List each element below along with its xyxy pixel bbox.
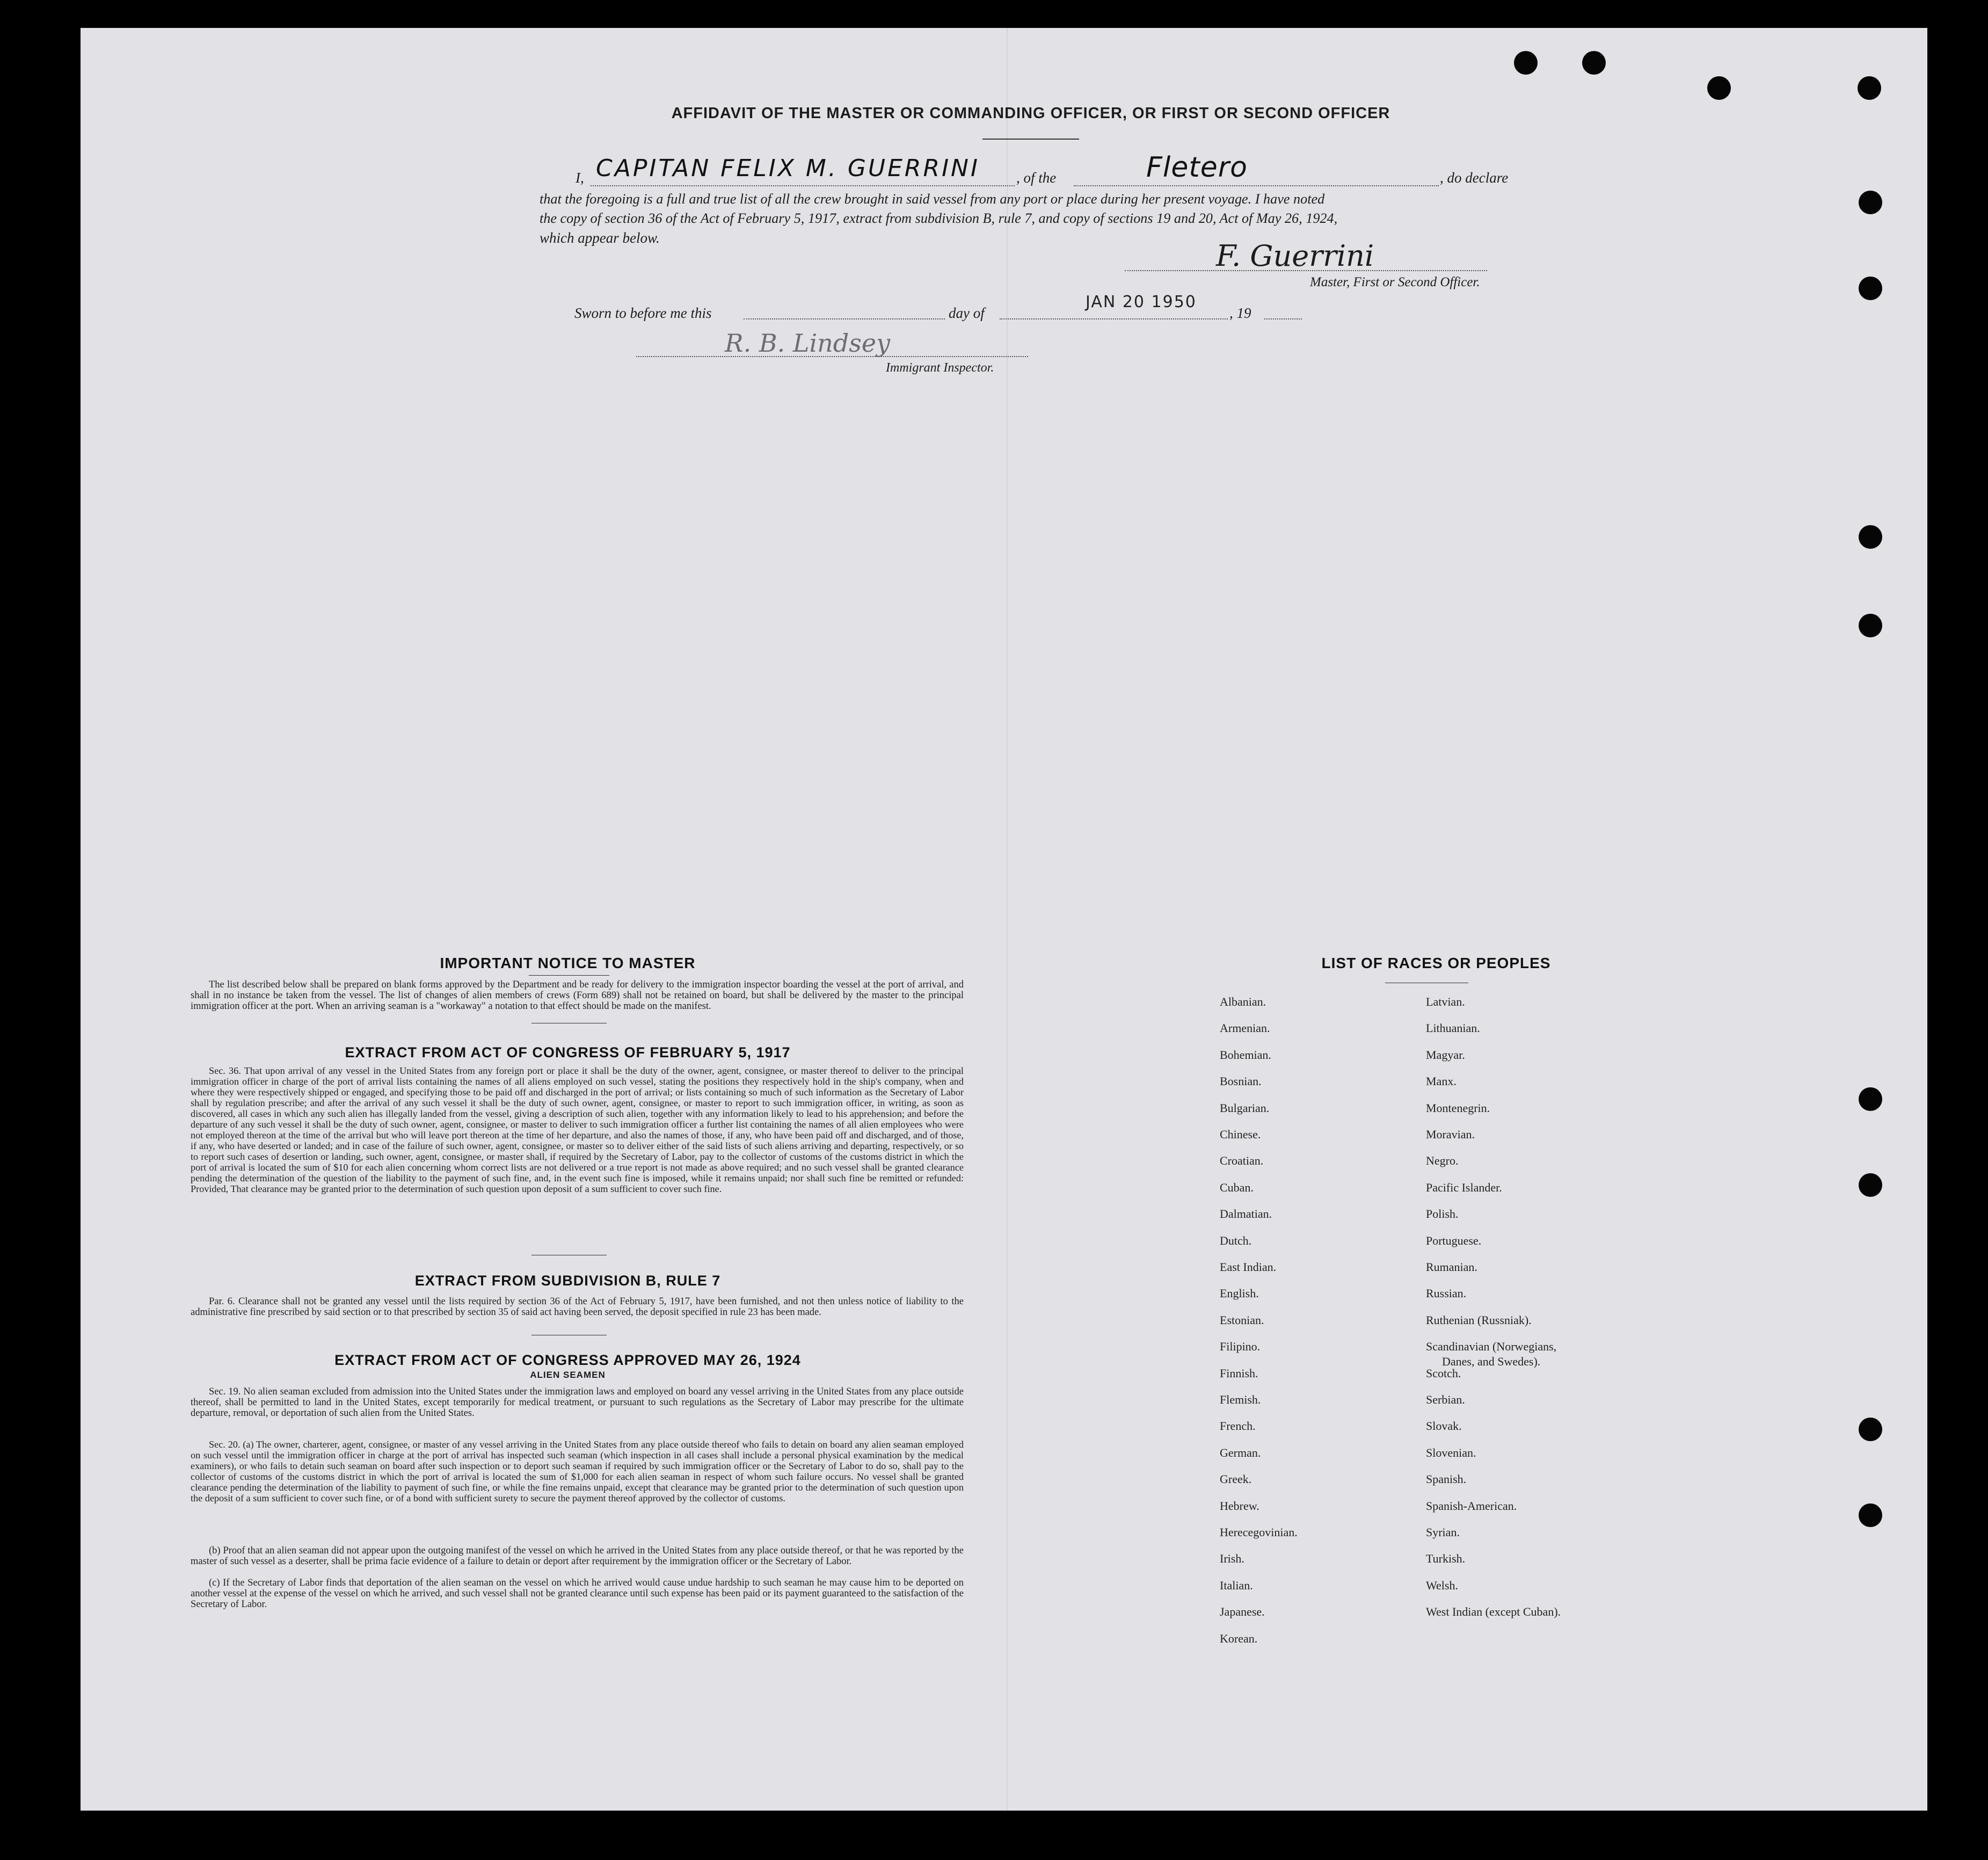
- sec-20a-text: Sec. 20. (a) The owner, charterer, agent, consignee, or master of any vessel arriving in the United States from any place outside thereof who fails to detain on board any alien seaman employed on such vessel until the immigration officer in charge at the port of arrival has inspected such seaman (which inspection in all cases shall include a personal physical examination by the medical examiners), or who fails to detain such seaman on board after such inspection or to deport such seaman if required by such immigration officer or the Secretary of Labor to do so, shall pay to the collector of customs of the customs district in which the port of arrival is located the sum of $1,000 for each alien seaman in respect of whom such failure occurs. No vessel shall be granted clearance pending the determination of the liability to payment of such fine, or while the fine remains unpaid, except that clearance may be granted prior to the determination of such question upon the deposit of a sum sufficient to cover such fine, or of a bond with sufficient surety to secure the payment thereof approved by the collector of customs.: [191, 1439, 964, 1503]
- race-item: Magyar.: [1426, 1048, 1465, 1062]
- race-item: Danes, and Swedes).: [1442, 1355, 1541, 1368]
- extract-1924-title: EXTRACT FROM ACT OF CONGRESS APPROVED MAY 26, 1924: [334, 1352, 801, 1368]
- page-fold: [1007, 28, 1008, 1811]
- year-line: [1264, 318, 1302, 319]
- race-item: Estonian.: [1220, 1313, 1264, 1327]
- inspector-label: Immigrant Inspector.: [886, 361, 994, 375]
- race-item: Filipino.: [1220, 1340, 1261, 1353]
- affidavit-prefix: I,: [576, 170, 584, 186]
- race-item: French.: [1220, 1419, 1256, 1433]
- race-item: Montenegrin.: [1426, 1101, 1490, 1115]
- race-item: Scandinavian (Norwegians,: [1426, 1340, 1557, 1353]
- race-item: Rumanian.: [1426, 1260, 1477, 1274]
- race-item: Moravian.: [1426, 1128, 1475, 1141]
- race-item: East Indian.: [1220, 1260, 1277, 1274]
- affidavit-title: AFFIDAVIT OF THE MASTER OR COMMANDING OFFICER, OR FIRST OR SECOND OFFICER: [671, 105, 1390, 122]
- race-item: Slovenian.: [1426, 1446, 1476, 1459]
- race-item: Armenian.: [1220, 1021, 1270, 1035]
- punch-hole: [1859, 525, 1882, 549]
- race-item: Russian.: [1426, 1287, 1467, 1300]
- race-item: Turkish.: [1426, 1552, 1466, 1565]
- race-item: English.: [1220, 1287, 1259, 1300]
- alien-seamen-subtitle: ALIEN SEAMEN: [530, 1370, 606, 1380]
- race-item: Finnish.: [1220, 1367, 1258, 1380]
- race-item: Japanese.: [1220, 1605, 1265, 1618]
- race-item: Cuban.: [1220, 1181, 1254, 1194]
- race-item: Bulgarian.: [1220, 1101, 1270, 1115]
- race-item: Latvian.: [1426, 995, 1465, 1008]
- race-item: Albanian.: [1220, 995, 1266, 1008]
- race-item: Welsh.: [1426, 1579, 1458, 1592]
- race-item: Lithuanian.: [1426, 1021, 1480, 1035]
- date-stamp: JAN 20 1950: [1086, 293, 1197, 311]
- race-item: Hebrew.: [1220, 1499, 1259, 1513]
- punch-hole: [1859, 191, 1882, 214]
- punch-hole: [1858, 76, 1881, 100]
- subdivision-b-title: EXTRACT FROM SUBDIVISION B, RULE 7: [414, 1273, 721, 1289]
- document-page: [81, 28, 1927, 1811]
- notice-title: IMPORTANT NOTICE TO MASTER: [440, 955, 696, 971]
- race-item: German.: [1220, 1446, 1261, 1459]
- punch-hole: [1859, 1087, 1882, 1111]
- race-item: Bosnian.: [1220, 1074, 1262, 1088]
- subdivision-b-text: Par. 6. Clearance shall not be granted any vessel until the lists required by section 36 of the Act of February 5, 1917, have been furnished, and not then unless notice of liability to the administrative fine prescribed by said section or to that prescribed by section 35 of said act having been served, the deposit specified in rule 23 has been made.: [191, 1296, 964, 1318]
- race-item: Portuguese.: [1426, 1234, 1482, 1247]
- do-declare-label: , do declare: [1440, 170, 1509, 186]
- race-item: Italian.: [1220, 1579, 1253, 1592]
- race-item: Chinese.: [1220, 1128, 1261, 1141]
- race-item: Herecegovinian.: [1220, 1525, 1298, 1539]
- race-item: Dutch.: [1220, 1234, 1252, 1247]
- race-item: Negro.: [1426, 1154, 1459, 1167]
- divider: [529, 975, 609, 976]
- punch-hole: [1859, 1173, 1882, 1197]
- race-item: Irish.: [1220, 1552, 1244, 1565]
- affidavit-line3: the copy of section 36 of the Act of February 5, 1917, extract from subdivision B, rule 7, and copy of sections 19 and 20, Act of May 26, 1924,: [540, 210, 1338, 226]
- race-item: Croatian.: [1220, 1154, 1264, 1167]
- race-item: Korean.: [1220, 1632, 1258, 1645]
- race-item: Pacific Islander.: [1426, 1181, 1502, 1194]
- punch-hole: [1582, 51, 1606, 75]
- race-item: Scotch.: [1426, 1367, 1461, 1380]
- affidavit-line2: that the foregoing is a full and true list of all the crew brought in said vessel from any port or place during her present voyage. I have noted: [540, 191, 1325, 207]
- master-label: Master, First or Second Officer.: [1310, 275, 1480, 289]
- race-item: Serbian.: [1426, 1393, 1465, 1406]
- sworn-month-line: [1000, 318, 1228, 319]
- sworn-label: Sworn to before me this: [574, 305, 712, 321]
- punch-hole: [1859, 1503, 1882, 1527]
- punch-hole: [1514, 51, 1538, 75]
- punch-hole: [1859, 277, 1882, 300]
- race-item: Bohemian.: [1220, 1048, 1271, 1062]
- day-of-label: day of: [949, 305, 985, 321]
- sec-20c-text: (c) If the Secretary of Labor finds that deportation of the alien seaman on the vessel on which he arrived would cause undue hardship to such seaman he may cause him to be deported on another vessel at the expense of the vessel on which he arrived, and such vessel shall not be granted clearance until such expense has been paid or its payment guaranteed to the satisfaction of the Secretary of Labor.: [191, 1578, 964, 1610]
- punch-hole: [1859, 614, 1882, 637]
- race-item: Syrian.: [1426, 1525, 1460, 1539]
- punch-hole: [1707, 76, 1731, 100]
- notice-text: The list described below shall be prepared on blank forms approved by the Department and be ready for delivery to the immigration inspector boarding the vessel at the port of arrival, and shall in no instance be taken from the vessel. The list of changes of alien members of crews (Form 689) shall not be retained on board, but shall be delivered by the master to the principal immigration officer at the port. When an arriving seaman is a "workaway" a notation to that effect should be made on the manifest.: [191, 979, 964, 1012]
- race-item: Spanish-American.: [1426, 1499, 1517, 1513]
- race-item: Slovak.: [1426, 1419, 1462, 1433]
- name-line: [591, 185, 1015, 186]
- sec-19-text: Sec. 19. No alien seaman excluded from admission into the United States under the immigration laws and employed on board any vessel arriving in the United States from any place outside thereof, shall be permitted to land in the United States, except temporarily for medical treatment, or pursuant to such regulations as the Secretary of Labor may prescribe for the ultimate departure, removal, or deportation of such alien from the United States.: [191, 1386, 964, 1419]
- race-item: Greek.: [1220, 1472, 1252, 1486]
- extract-1917-title: EXTRACT FROM ACT OF CONGRESS OF FEBRUARY 5, 1917: [345, 1044, 791, 1060]
- race-item: Flemish.: [1220, 1393, 1261, 1406]
- vessel-line: [1074, 185, 1439, 186]
- race-item: Dalmatian.: [1220, 1207, 1272, 1220]
- master-name: CAPITAN FELIX M. GUERRINI: [596, 155, 980, 182]
- race-item: Polish.: [1426, 1207, 1459, 1220]
- vessel-name: Fletero: [1146, 151, 1248, 184]
- race-item: Ruthenian (Russniak).: [1426, 1313, 1532, 1327]
- race-item: West Indian (except Cuban).: [1426, 1605, 1561, 1618]
- races-title: LIST OF RACES OR PEOPLES: [1321, 955, 1551, 971]
- inspector-signature: R. B. Lindsey: [725, 329, 891, 358]
- scan-border: [0, 1811, 1988, 1860]
- extract-1917-text: Sec. 36. That upon arrival of any vessel in the United States from any foreign port or place it shall be the duty of the owner, agent, consignee, or master thereof to deliver to the principal immigration officer in charge of the port of arrival lists containing the names of all aliens employed on such vessel, stating the positions they respectively hold in the ship's company, when and where they were respectively shipped or engaged, and specifying those to be paid off and discharged in the port of arrival; or lists containing so much of such information as the Secretary of Labor shall by regulation prescribe; and after the arrival of any such vessel it shall be the duty of such owner, agent, consignee, or master to report to such immigration officer, in writing, as soon as discovered, all cases in which any such alien has illegally landed from the vessel, giving a description of such alien, together with any information likely to lead to his apprehension; and before the departure of any such vessel it shall be the duty of such owner, agent, consignee, or master to deliver to such immigration officer a further list containing the names of all alien employees who were not employed thereon at the time of the arrival but who will leave port thereon at the time of her departure, and also the names of those, if any, who have been paid off and discharged, and of those, if any, who have deserted or landed; and in case of the failure of such owner, agent, consignee, or master so to deliver either of the said lists of such aliens arriving and departing, respectively, or so to report such cases of desertion or landing, such owner, agent, consignee, or master shall, if required by the Secretary of Labor, pay to the collector of customs of the customs district in which the port of arrival is located the sum of $10 for each alien concerning whom correct lists are not delivered or a true report is not made as above required; and no such vessel shall be granted clearance pending the determination of the question of the liability to the payment of such fine, and, in the event such fine is imposed, while it remains unpaid; nor shall such fine be remitted or refunded: Provided, That clearance may be granted prior to the determination of such question upon deposit of a sum sufficient to cover such fine.: [191, 1065, 964, 1194]
- year-label: , 19: [1229, 305, 1251, 321]
- sec-20b-text: (b) Proof that an alien seaman did not appear upon the outgoing manifest of the vessel on which he arrived in the United States from any place outside thereof, or that he was reported by the master of such vessel as a deserter, shall be prima facie evidence of a failure to detain or deport after requirement by the immigration officer or the Secretary of Labor.: [191, 1545, 964, 1567]
- sworn-day-line: [744, 318, 945, 319]
- master-signature: F. Guerrini: [1216, 239, 1374, 273]
- affidavit-line4: which appear below.: [540, 230, 660, 246]
- divider: [982, 139, 1079, 140]
- punch-hole: [1859, 1418, 1882, 1441]
- race-item: Manx.: [1426, 1074, 1457, 1088]
- race-item: Spanish.: [1426, 1472, 1467, 1486]
- of-the-label: , of the: [1016, 170, 1057, 186]
